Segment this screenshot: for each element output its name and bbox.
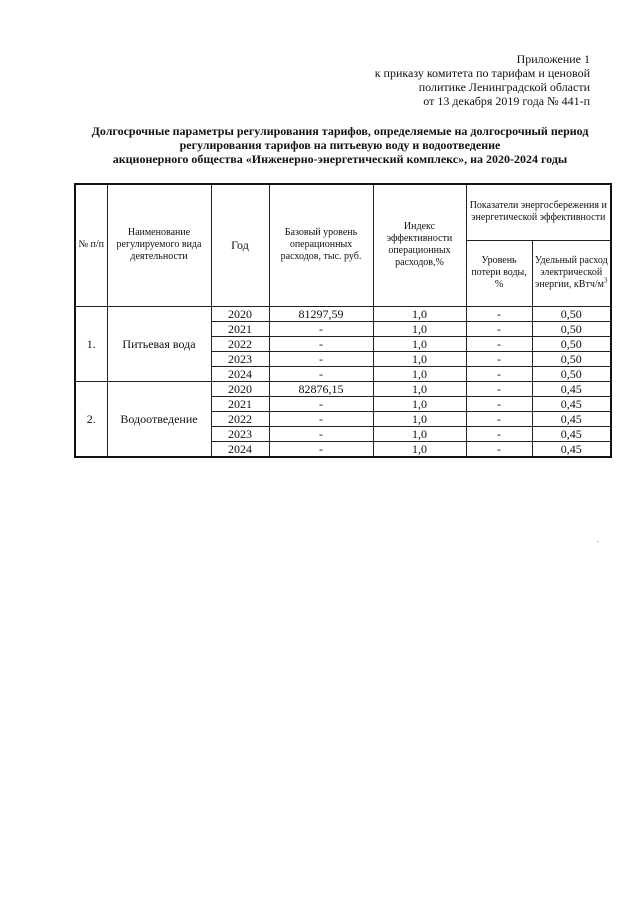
cell-power: 0,45 xyxy=(532,441,611,457)
document-title xyxy=(60,124,620,166)
cell-index: 1,0 xyxy=(373,306,466,321)
cell-power: 0,50 xyxy=(532,366,611,381)
cell-loss: - xyxy=(466,396,532,411)
cell-base: - xyxy=(269,441,373,457)
cell-base: - xyxy=(269,426,373,441)
header-water-loss: Уровень потери воды, % xyxy=(466,240,532,306)
group-activity: Водоотведение xyxy=(107,381,211,457)
cell-loss: - xyxy=(466,321,532,336)
group-num: 2. xyxy=(75,381,107,457)
cell-year: 2020 xyxy=(211,381,269,396)
cell-base: - xyxy=(269,351,373,366)
cell-loss: - xyxy=(466,381,532,396)
cell-loss: - xyxy=(466,426,532,441)
cell-base: - xyxy=(269,321,373,336)
tariff-parameters-table xyxy=(74,183,612,458)
appendix-line-2: к приказу комитета по тарифам и ценовой xyxy=(374,66,590,80)
header-energy-group: Показатели энергосбережения и энергетической эффективности xyxy=(466,184,611,240)
title-line-3: акционерного общества «Инженерно-энергетический комплекс», на 2020-2024 годы xyxy=(112,152,568,166)
cell-index: 1,0 xyxy=(373,321,466,336)
cell-index: 1,0 xyxy=(373,396,466,411)
cell-loss: - xyxy=(466,351,532,366)
cell-year: 2021 xyxy=(211,396,269,411)
cell-power: 0,50 xyxy=(532,306,611,321)
cell-base: - xyxy=(269,411,373,426)
cell-base: 82876,15 xyxy=(269,381,373,396)
header-base-level: Базовый уровень операционных расходов, тыс. руб. xyxy=(269,184,373,306)
cell-base: 81297,59 xyxy=(269,306,373,321)
group-num: 1. xyxy=(75,306,107,381)
cell-index: 1,0 xyxy=(373,411,466,426)
group-activity: Питьевая вода xyxy=(107,306,211,381)
cell-power: 0,50 xyxy=(532,351,611,366)
cell-loss: - xyxy=(466,441,532,457)
cell-power: 0,45 xyxy=(532,396,611,411)
cell-base: - xyxy=(269,396,373,411)
table-row xyxy=(75,381,611,396)
appendix-line-4: от 13 декабря 2019 года № 441-п xyxy=(423,94,590,108)
cell-year: 2024 xyxy=(211,366,269,381)
cell-index: 1,0 xyxy=(373,441,466,457)
cell-index: 1,0 xyxy=(373,366,466,381)
cell-base: - xyxy=(269,366,373,381)
header-year: Год xyxy=(211,184,269,306)
cell-power: 0,45 xyxy=(532,426,611,441)
appendix-line-3: политике Ленинградской области xyxy=(418,80,590,94)
cell-index: 1,0 xyxy=(373,336,466,351)
scan-artifact xyxy=(597,541,599,542)
cell-index: 1,0 xyxy=(373,426,466,441)
title-line-2: регулирования тарифов на питьевую воду и водоотведение xyxy=(179,138,501,152)
cell-year: 2020 xyxy=(211,306,269,321)
cell-power: 0,50 xyxy=(532,336,611,351)
header-power-use-text: Удельный расход электрической энергии, кВтч/м xyxy=(534,255,608,290)
cell-year: 2023 xyxy=(211,351,269,366)
cell-loss: - xyxy=(466,411,532,426)
cell-power: 0,50 xyxy=(532,321,611,336)
cell-index: 1,0 xyxy=(373,381,466,396)
cell-power: 0,45 xyxy=(532,381,611,396)
cell-year: 2022 xyxy=(211,336,269,351)
appendix-header xyxy=(290,52,590,108)
header-activity: Наименование регулируемого вида деятельности xyxy=(107,184,211,306)
cell-power: 0,45 xyxy=(532,411,611,426)
table-row xyxy=(75,306,611,321)
title-line-1: Долгосрочные параметры регулирования тарифов, определяемые на долгосрочный период xyxy=(91,124,589,138)
cell-loss: - xyxy=(466,306,532,321)
cell-year: 2024 xyxy=(211,441,269,457)
cell-year: 2022 xyxy=(211,411,269,426)
cell-base: - xyxy=(269,336,373,351)
cell-loss: - xyxy=(466,336,532,351)
cell-year: 2023 xyxy=(211,426,269,441)
header-num: № п/п xyxy=(75,184,107,306)
header-efficiency-index: Индекс эффективности операционных расходов,% xyxy=(373,184,466,306)
header-power-use-sup: 3 xyxy=(603,276,608,285)
cell-loss: - xyxy=(466,366,532,381)
cell-index: 1,0 xyxy=(373,351,466,366)
cell-year: 2021 xyxy=(211,321,269,336)
appendix-line-1: Приложение 1 xyxy=(516,52,590,66)
header-power-use xyxy=(532,240,611,306)
